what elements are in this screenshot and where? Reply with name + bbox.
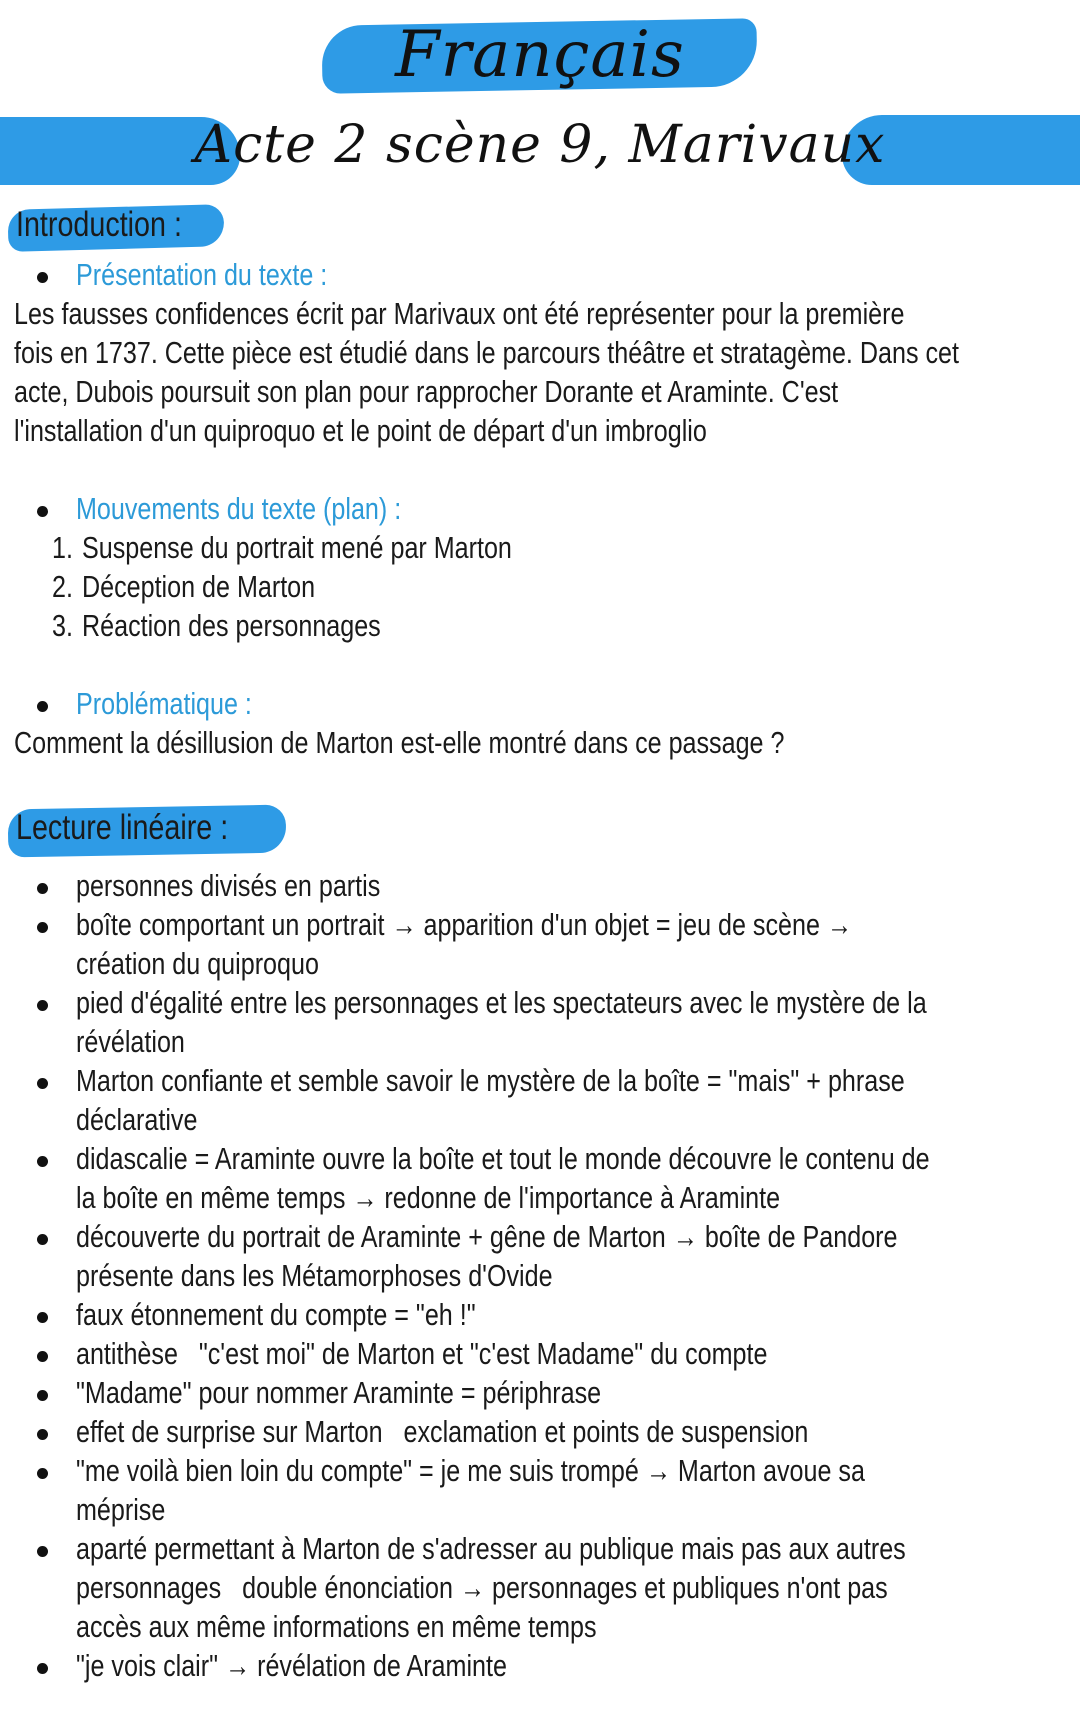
mouvement-number: 2.: [52, 569, 73, 604]
bullet-icon: [37, 883, 48, 894]
bullet-icon: [37, 1546, 48, 1557]
mouvement-item: Réaction des personnages: [82, 608, 381, 643]
lecture-item-line: aparté permettant à Marton de s'adresser au publique mais pas aux autres: [76, 1531, 906, 1566]
bullet-icon: [37, 272, 48, 283]
lecture-item-line: faux étonnement du compte = "eh !": [76, 1297, 476, 1332]
lecture-item-line: "me voilà bien loin du compte" = je me suis trompé → Marton avoue sa: [76, 1453, 865, 1488]
lecture-item-line: la boîte en même temps → redonne de l'importance à Araminte: [76, 1180, 781, 1215]
lecture-item-line: didascalie = Araminte ouvre la boîte et tout le monde découvre le contenu de: [76, 1141, 930, 1176]
lecture-item-line: création du quiproquo: [76, 946, 319, 981]
lecture-item-line: "Madame" pour nommer Araminte = périphrase: [76, 1375, 602, 1410]
lecture-item-line: accès aux même informations en même temps: [76, 1609, 597, 1644]
mouvement-item: Déception de Marton: [82, 569, 316, 604]
page-subtitle: Acte 2 scène 9, Marivaux: [194, 115, 886, 175]
lecture-item-line: déclarative: [76, 1102, 198, 1137]
page-title: Français: [395, 18, 685, 92]
bullet-icon: [37, 1156, 48, 1167]
lecture-heading: Lecture linéaire :: [16, 808, 229, 847]
bullet-icon: [37, 1234, 48, 1245]
bullet-icon: [37, 1078, 48, 1089]
bullet-icon: [37, 1429, 48, 1440]
presentation-line: acte, Dubois poursuit son plan pour rapprocher Dorante et Araminte. C'est: [14, 374, 839, 409]
lecture-item-line: personnages double énonciation → personnages et publiques n'ont pas: [76, 1570, 888, 1605]
bullet-icon: [37, 1312, 48, 1323]
bullet-icon: [37, 506, 48, 517]
lecture-item-line: découverte du portrait de Araminte + gêne de Marton → boîte de Pandore: [76, 1219, 898, 1254]
bullet-icon: [37, 1663, 48, 1674]
lecture-item-line: boîte comportant un portrait → apparition d'un objet = jeu de scène →: [76, 907, 853, 942]
mouvement-number: 1.: [52, 530, 73, 565]
lecture-item-line: effet de surprise sur Marton exclamation et points de suspension: [76, 1414, 809, 1449]
mouvement-item: Suspense du portrait mené par Marton: [82, 530, 512, 565]
lecture-item-line: présente dans les Métamorphoses d'Ovide: [76, 1258, 553, 1293]
lecture-item-line: "je vois clair" → révélation de Araminte: [76, 1648, 507, 1683]
presentation-label: Présentation du texte :: [76, 257, 328, 292]
lecture-item-line: personnes divisés en partis: [76, 868, 381, 903]
lecture-item-line: méprise: [76, 1492, 166, 1527]
bullet-icon: [37, 1390, 48, 1401]
presentation-line: l'installation d'un quiproquo et le point de départ d'un imbroglio: [14, 413, 707, 448]
bullet-icon: [37, 1000, 48, 1011]
lecture-item-line: révélation: [76, 1024, 185, 1059]
lecture-item-line: pied d'égalité entre les personnages et les spectateurs avec le mystère de la: [76, 985, 927, 1020]
problematique-text: Comment la désillusion de Marton est-elle montré dans ce passage ?: [14, 725, 785, 760]
introduction-heading: Introduction :: [16, 205, 182, 244]
mouvements-label: Mouvements du texte (plan) :: [76, 491, 402, 526]
bullet-icon: [37, 922, 48, 933]
lecture-item-line: Marton confiante et semble savoir le mystère de la boîte = "mais" + phrase: [76, 1063, 905, 1098]
bullet-icon: [37, 1351, 48, 1362]
presentation-line: fois en 1737. Cette pièce est étudié dans le parcours théâtre et stratagème. Dans cet: [14, 335, 959, 370]
bullet-icon: [37, 1468, 48, 1479]
bullet-icon: [37, 701, 48, 712]
lecture-item-line: antithèse "c'est moi" de Marton et "c'est Madame" du compte: [76, 1336, 768, 1371]
problematique-label: Problématique :: [76, 686, 252, 721]
mouvement-number: 3.: [52, 608, 73, 643]
presentation-line: Les fausses confidences écrit par Marivaux ont été représenter pour la première: [14, 296, 905, 331]
